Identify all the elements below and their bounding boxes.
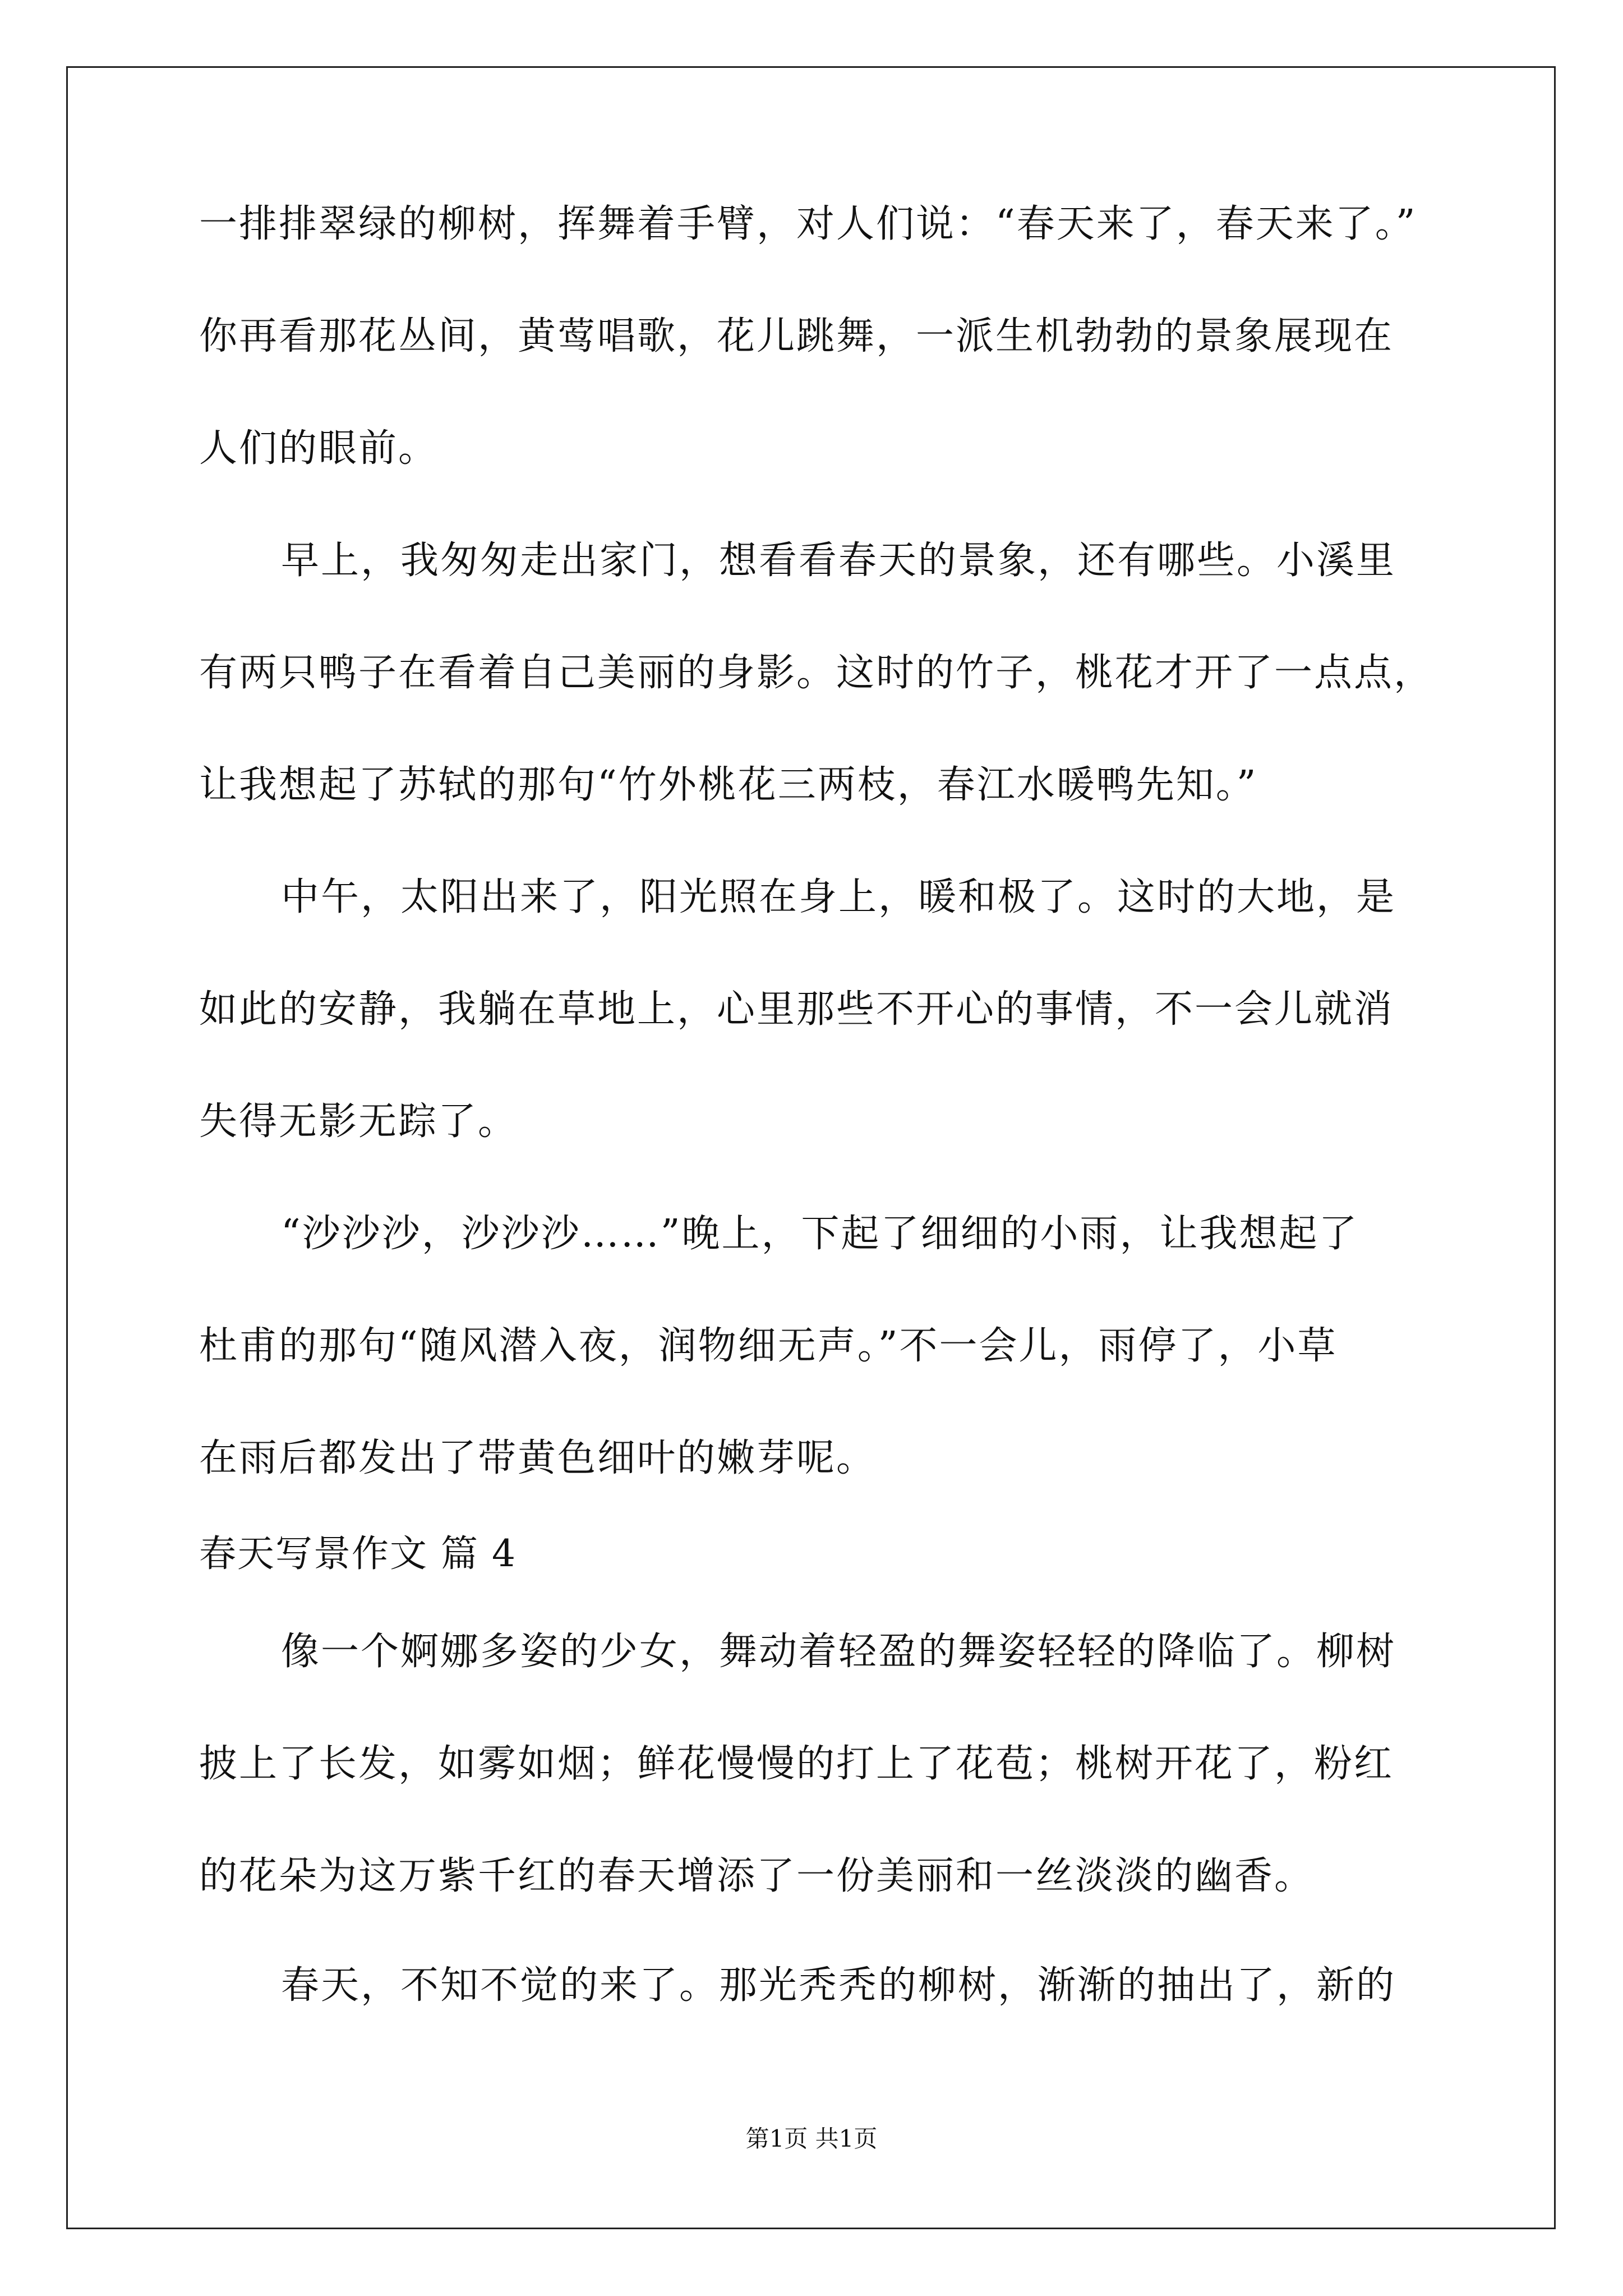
paragraph-line: 像一个婀娜多姿的少女，舞动着轻盈的舞姿轻轻的降临了。柳树 (281, 1630, 1396, 1674)
paragraph-line: 杜甫的那句“随风潜入夜，润物细无声。”不一会儿，雨停了，小草 (199, 1324, 1338, 1368)
paragraph-line: 披上了长发，如雾如烟；鲜花慢慢的打上了花苞；桃树开花了，粉红 (199, 1742, 1394, 1786)
paragraph-line: 春天，不知不觉的来了。那光秃秃的柳树，渐渐的抽出了，新的 (281, 1963, 1396, 2008)
paragraph-line: 你再看那花丛间，黄莺唱歌，花儿跳舞，一派生机勃勃的景象展现在 (199, 314, 1394, 358)
paragraph-line: 一排排翠绿的柳树，挥舞着手臂，对人们说：“春天来了，春天来了。” (199, 202, 1417, 246)
page-border (66, 66, 1556, 2229)
paragraph-line: 中午，太阳出来了，阳光照在身上，暖和极了。这时的大地，是 (281, 875, 1396, 919)
paragraph-line: “沙沙沙，沙沙沙……”晚上，下起了细细的小雨，让我想起了 (281, 1212, 1359, 1256)
paragraph-line: 在雨后都发出了带黄色细叶的嫩芽呢。 (199, 1436, 877, 1480)
section-heading: 春天写景作文 篇 4 (199, 1532, 517, 1575)
paragraph-line: 人们的眼前。 (199, 426, 439, 471)
paragraph-line: 有两只鸭子在看着自己美丽的身影。这时的竹子，桃花才开了一点点， (199, 651, 1434, 695)
paragraph-line: 如此的安静，我躺在草地上，心里那些不开心的事情，不一会儿就消 (199, 987, 1394, 1032)
paragraph-line: 的花朵为这万紫千红的春天增添了一份美丽和一丝淡淡的幽香。 (199, 1854, 1315, 1898)
paragraph-line: 失得无影无踪了。 (199, 1099, 518, 1144)
page-footer: 第1页 共1页 (745, 2125, 878, 2152)
paragraph-line: 早上，我匆匆走出家门，想看看春天的景象，还有哪些。小溪里 (281, 539, 1396, 583)
paragraph-line: 让我想起了苏轼的那句“竹外桃花三两枝，春江水暖鸭先知。” (199, 763, 1258, 807)
